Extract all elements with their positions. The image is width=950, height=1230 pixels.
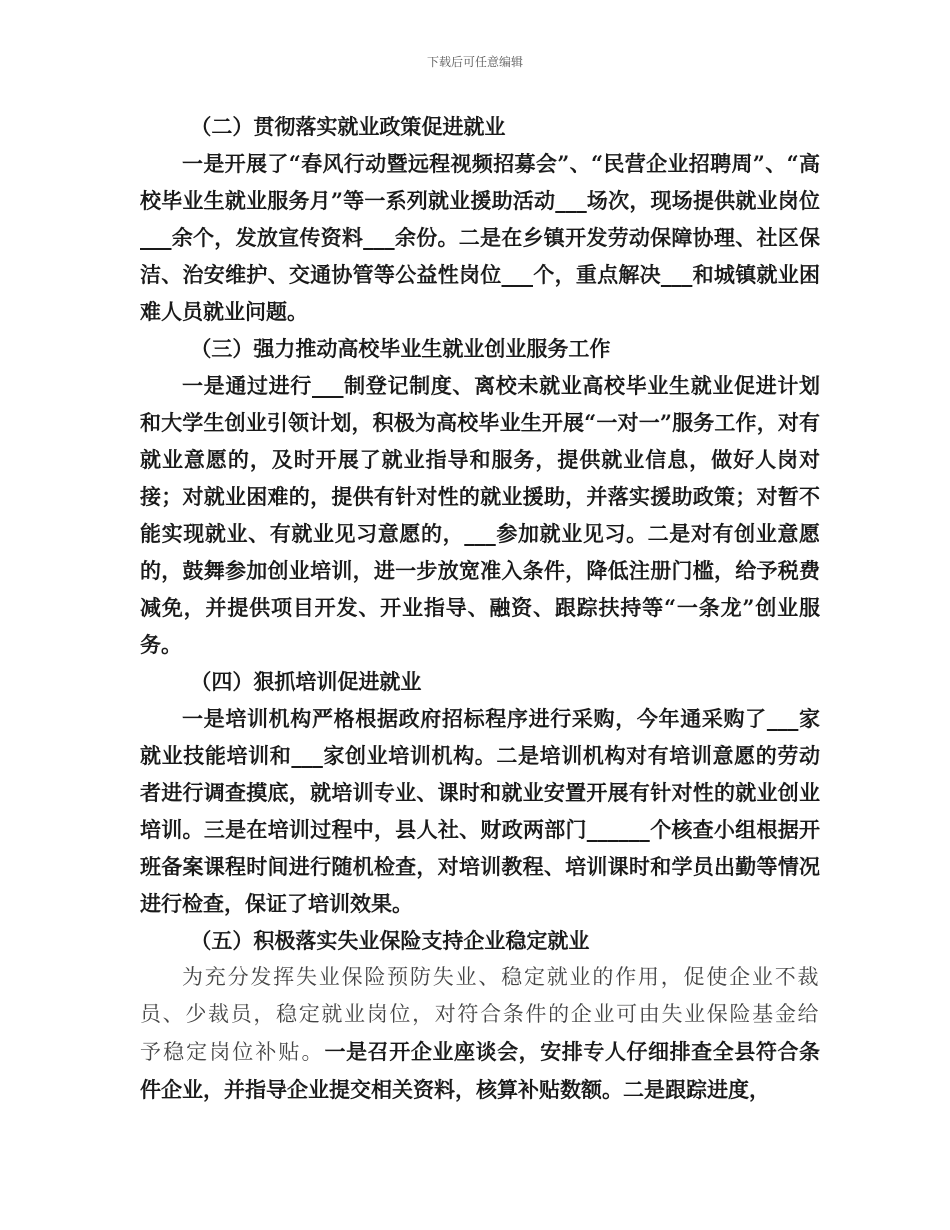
section-heading-5: （五）积极落实失业保险支持企业稳定就业 bbox=[190, 928, 590, 953]
body-paragraph: 一是通过进行___制登记制度、离校未就业高校毕业生就业促进计划和大学生创业引领计划，积极为高校毕业生开展“一对一”服务工作，对有就业意愿的，及时开展了就业指导和服务，提供就业信息，做好人岗对接；对就业困难的，提供有针对性的就业援助，并落实援助政策；对暂不能实现就业、有就业见习意愿的，___参加就业见习。二是对有创业意愿的，鼓舞参加创业培训，进一步放宽准入条件，降低注册门槛，给予税费减免，并提供项目开发、开业指导、融资、跟踪扶持等“一条龙”创业服务。 bbox=[140, 373, 820, 657]
document-body bbox=[140, 108, 820, 1109]
body-paragraph-mixed bbox=[140, 959, 820, 1109]
body-paragraph: 一是开展了“春风行动暨远程视频招募会”、“民营企业招聘周”、“高校毕业生就业服务月”等一系列就业援助活动___场次，现场提供就业岗位___余个，发放宣传资料___余份。二是在乡镇开发劳动保障协理、社区保洁、治安维护、交通协管等公益性岗位___个，重点解决___和城镇就业困难人员就业问题。 bbox=[140, 151, 820, 324]
plain-text-span: 为充分发挥失业保险预防失业、稳定就业的作用，促使企业不裁员、少裁员，稳定就业岗位，对符合条件的企业可由失业保险基金给予稳定岗位补贴。 bbox=[140, 965, 820, 1064]
bold-text-span: 一是召开企业座谈会，安排专人仔细排查全县符合条件企业，并指导企业提交相关资料，核算补贴数额。二是跟踪进度， bbox=[140, 1039, 821, 1102]
section-heading-3: （三）强力推动高校毕业生就业创业服务工作 bbox=[190, 336, 611, 361]
section-heading-2: （二）贯彻落实就业政策促进就业 bbox=[190, 114, 506, 139]
body-paragraph: 一是培训机构严格根据政府招标程序进行采购，今年通采购了___家就业技能培训和___家创业培训机构。二是培训机构对有培训意愿的劳动者进行调查摸底，就培训专业、课时和就业安置开展有针对性的就业创业培训。三是在培训过程中，县人社、财政两部门______个核查小组根据开班备案课程时间进行随机检查，对培训教程、培训课时和学员出勤等情况进行检查，保证了培训效果。 bbox=[140, 706, 820, 916]
section-heading-4: （四）狠抓培训促进就业 bbox=[190, 669, 422, 694]
page-header: 下载后可任意编辑 bbox=[426, 55, 523, 69]
